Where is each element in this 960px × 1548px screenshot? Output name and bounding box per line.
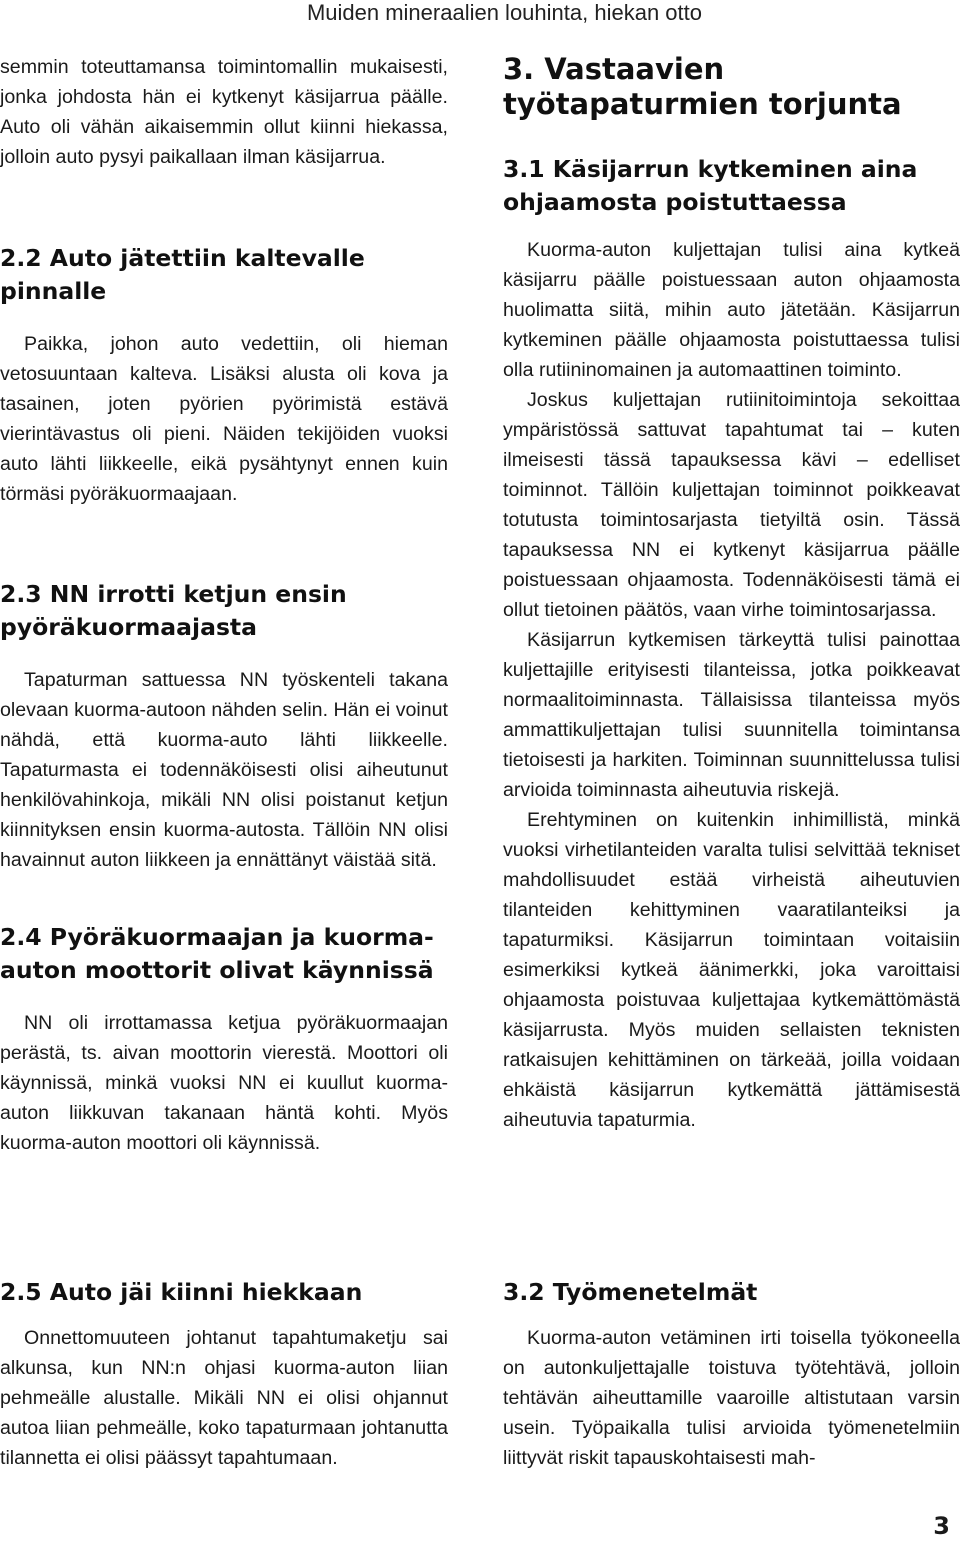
left-column-bottom	[0, 1276, 448, 1473]
right-column	[503, 52, 960, 1135]
running-header: Muiden mineraalien louhinta, hiekan otto	[306, 0, 702, 25]
left-column	[0, 52, 448, 1158]
heading-3-1: 3.1 Käsijarrun kytkeminen aina ohjaamosta poistuttaessa	[503, 155, 918, 216]
paragraph-3-1-c: Käsijarrun kytkemisen tärkeyttä tulisi painottaa kuljettajille erityisesti tilanteissa, jotka poikkeavat normaalitoiminnasta. Tällaisissa tilanteissa myös ammattikuljettajan tulisi suunnitella toimintansa tietoisesti ja harkiten. Toiminnan suunnittelussa tulisi arvioida toiminnasta aiheutuvia riskejä.	[503, 629, 960, 801]
heading-3: 3. Vastaavien työtapaturmien torjunta	[503, 52, 902, 121]
heading-2-5: 2.5 Auto jäi kiinni hiekkaan	[0, 1278, 363, 1306]
page-number: 3	[933, 1512, 950, 1540]
paragraph-2-4: NN oli irrottamassa ketjua pyöräkuormaajan perästä, ts. aivan moottorin vierestä. Moottori oli käynnissä, minkä vuoksi NN ei kuullut kuorma-auton liikkuvan takanaan häntä kohti. Myös kuorma-auton moottori oli käynnissä.	[0, 1012, 448, 1154]
paragraph-2-5: Onnettomuuteen johtanut tapahtumaketju sai alkunsa, kun NN:n ohjasi kuorma-auton liian pehmeälle alustalle. Mikäli NN ei olisi ohjannut autoa liian pehmeälle, koko tapaturmaan johtanutta tilannetta ei olisi päässyt tapahtumaan.	[0, 1327, 448, 1469]
right-column-bottom	[503, 1276, 960, 1473]
heading-2-4: 2.4 Pyöräkuormaajan ja kuorma-auton moottorit olivat käynnissä	[0, 923, 434, 984]
intro-paragraph: semmin toteuttamansa toimintomallin mukaisesti, jonka johdosta hän ei kytkenyt käsijarrua päälle. Auto oli vähän aikaisemmin ollut kiinni hiekassa, jolloin auto pysyi paikallaan ilman käsijarrua.	[0, 56, 448, 168]
paragraph-3-2: Kuorma-auton vetäminen irti toisella työkoneella on autonkuljettajalle toistuva työtehtävä, jolloin tehtävän aiheuttamille vaaroille altistutaan varsin usein. Työpaikalla tulisi arvioida työmenetelmiin liittyvät riskit tapauskohtaisesti mah-	[503, 1327, 960, 1469]
paragraph-2-2: Paikka, johon auto vedettiin, oli hieman vetosuuntaan kalteva. Lisäksi alusta oli kova ja tasainen, joten pyörien pyörimistä estävä vierintävastus oli pieni. Näiden tekijöiden vuoksi auto lähti liikkeelle, eikä pysähtynyt ennen kuin törmäsi pyöräkuormaajaan.	[0, 333, 448, 505]
heading-2-2: 2.2 Auto jätettiin kaltevalle pinnalle	[0, 244, 365, 305]
paragraph-3-1-b: Joskus kuljettajan rutiinitoimintoja sekoittaa ympäristössä sattuvat tapahtumat tai – kuten ilmeisesti tässä tapauksessa kävi – edelliset toiminnot. Tällöin kuljettajan toiminnot poikkeavat totutusta toimintosarjasta tietyiltä osin. Tässä tapauksessa NN ei kytkenyt käsijarrua päälle poistuessaan ohjaamosta. Todennäköisesti tämä ei ollut tietoinen päätös, vaan virhe toimintosarjassa.	[503, 389, 960, 621]
paragraph-2-3: Tapaturman sattuessa NN työskenteli takana olevaan kuorma-autoon nähden selin. Hän ei voinut nähdä, että kuorma-auto lähti liikkeelle. Tapaturmasta ei todennäköisesti olisi aiheutunut henkilövahinkoja, mikäli NN olisi poistanut ketjun kiinnityksen ensin kuorma-autosta. Tällöin NN olisi havainnut auton liikkeen ja ennättänyt väistää sitä.	[0, 669, 448, 871]
paragraph-3-1-a: Kuorma-auton kuljettajan tulisi aina kytkeä käsijarru päälle poistuessaan auton ohjaamosta huolimatta siitä, mihin auto jätetään. Käsijarrun kytkeminen päälle ohjaamosta poistuttaessa tulisi olla rutiininomainen ja automaattinen toiminto.	[503, 239, 960, 381]
heading-2-3: 2.3 NN irrotti ketjun ensin pyöräkuormaajasta	[0, 580, 347, 641]
heading-3-2: 3.2 Työmenetelmät	[503, 1278, 758, 1306]
paragraph-3-1-d: Erehtyminen on kuitenkin inhimillistä, minkä vuoksi virhetilanteiden varalta tulisi selvittää tekniset mahdollisuudet estää virheistä aiheutuvien tilanteiden kehittyminen vaaratilanteiksi ja tapaturmiksi. Käsijarrun toimintaan voitaisiin esimerkiksi kytkeä äänimerkki, joka varoittaisi ohjaamosta poistuvaa kuljettajaa kytkemättömästä käsijarrusta. Myös muiden sellaisten teknisten ratkaisujen kehittäminen on tärkeää, joilla voidaan ehkäistä käsijarrun kytkemättä jättämisestä aiheutuvia tapaturmia.	[503, 809, 960, 1131]
